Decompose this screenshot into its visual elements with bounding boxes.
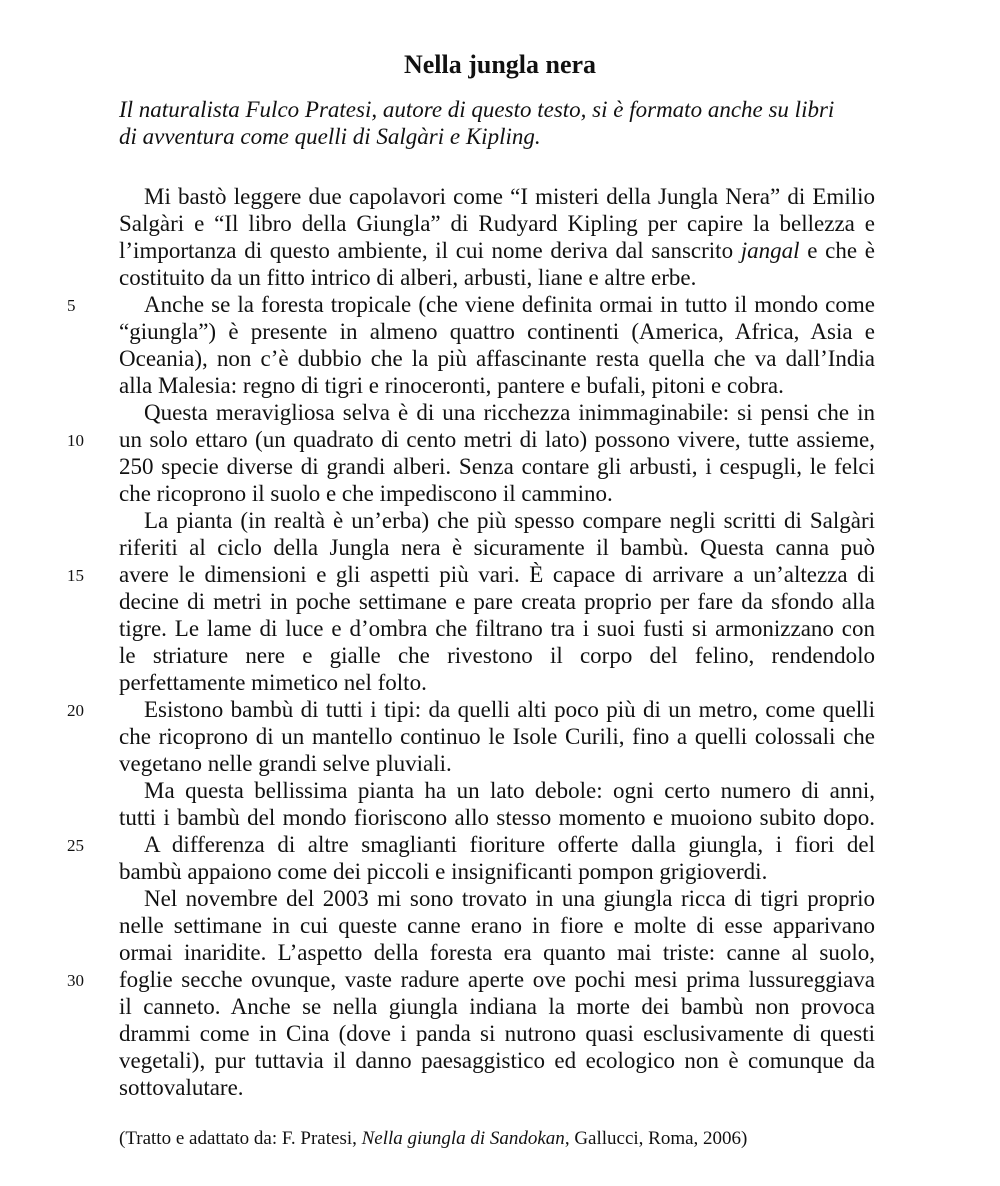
line-text: tigre. Le lame di luce e d’ombra che filtrano tra i suoi fusti si armonizzano con <box>119 616 875 641</box>
text-line <box>0 1047 1000 1074</box>
text-line <box>0 777 1000 804</box>
text-line <box>0 831 1000 858</box>
line-text: La pianta (in realtà è un’erba) che più spesso compare negli scritti di Salgàri <box>144 508 875 533</box>
line-text: nelle settimane in cui queste canne erano in fiore e molte di esse apparivano <box>119 913 875 938</box>
text-line <box>0 804 1000 831</box>
text-line <box>0 615 1000 642</box>
line-text: le striature nere e gialle che rivestono il corpo del felino, rendendolo <box>119 643 875 668</box>
text-line <box>0 264 1000 291</box>
text-line <box>0 723 1000 750</box>
text-line <box>0 372 1000 399</box>
line-text: Salgàri e “Il libro della Giungla” di Rudyard Kipling per capire la bellezza e <box>119 211 875 236</box>
intro-line: di avventura come quelli di Salgàri e Kipling. <box>119 124 541 149</box>
line-text: riferiti al ciclo della Jungla nera è sicuramente il bambù. Questa canna può <box>119 535 875 560</box>
line-text: un solo ettaro (un quadrato di cento metri di lato) possono vivere, tutte assieme, <box>119 427 875 452</box>
text-line <box>0 1074 1000 1101</box>
line-text: Mi bastò leggere due capolavori come “I misteri della Jungla Nera” di Emilio <box>144 184 875 209</box>
line-text: che ricoprono di un mantello continuo le Isole Curili, fino a quelli colossali che <box>119 724 875 749</box>
line-text: sottovalutare. <box>119 1075 244 1100</box>
text-line <box>0 318 1000 345</box>
text-line <box>0 993 1000 1020</box>
text-line <box>0 1020 1000 1047</box>
text-line <box>0 750 1000 777</box>
line-text: Nel novembre del 2003 mi sono trovato in una giungla ricca di tigri proprio <box>144 886 875 911</box>
line-text: che ricoprono il suolo e che impediscono il cammino. <box>119 481 613 506</box>
line-number: 10 <box>67 431 84 450</box>
text-line <box>0 534 1000 561</box>
line-number: 30 <box>67 971 84 990</box>
line-number: 25 <box>67 836 84 855</box>
line-text: decine di metri in poche settimane e pare creata proprio per fare da sfondo alla <box>119 589 875 614</box>
line-text: alla Malesia: regno di tigri e rinoceronti, pantere e bufali, pitoni e cobra. <box>119 373 784 398</box>
document-title: Nella jungla nera <box>403 50 597 79</box>
text-line <box>0 939 1000 966</box>
line-text: drammi come in Cina (dove i panda si nutrono quasi esclusivamente di questi <box>119 1021 875 1046</box>
intro-line: Il naturalista Fulco Pratesi, autore di questo testo, si è formato anche su libri <box>119 97 835 122</box>
text-line <box>0 291 1000 318</box>
source-prefix: (Tratto e adattato da: F. Pratesi, <box>119 1128 362 1149</box>
text-line <box>0 480 1000 507</box>
text-line <box>0 183 1000 210</box>
source-book-title: Nella giungla di Sandokan <box>361 1128 565 1149</box>
text-line <box>0 885 1000 912</box>
source-citation <box>119 1127 747 1151</box>
text-line <box>0 669 1000 696</box>
line-text: bambù appaiono come dei piccoli e insignificanti pompon grigioverdi. <box>119 859 768 884</box>
line-text: avere le dimensioni e gli aspetti più vari. È capace di arrivare a un’altezza di <box>119 562 875 587</box>
intro-paragraph <box>119 96 879 150</box>
text-line <box>0 399 1000 426</box>
line-text: Oceania), non c’è dubbio che la più affascinante resta quella che va dall’India <box>119 346 875 371</box>
line-text: foglie secche ovunque, vaste radure aperte ove pochi mesi prima lussureggiava <box>119 967 875 992</box>
line-text: l’importanza di questo ambiente, il cui nome deriva dal sanscrito jangal e che è <box>119 238 875 263</box>
line-text: costituito da un fitto intrico di alberi, arbusti, liane e altre erbe. <box>119 265 697 290</box>
line-text: Anche se la foresta tropicale (che viene definita ormai in tutto il mondo come <box>144 292 875 317</box>
text-line <box>0 453 1000 480</box>
text-line <box>0 210 1000 237</box>
line-text: vegetali), pur tuttavia il danno paesaggistico ed ecologico non è comunque da <box>119 1048 875 1073</box>
text-line <box>0 237 1000 264</box>
text-line <box>0 966 1000 993</box>
line-number: 15 <box>67 566 84 585</box>
text-line <box>0 588 1000 615</box>
body-text <box>0 183 1000 1101</box>
line-text: vegetano nelle grandi selve pluviali. <box>119 751 452 776</box>
text-line <box>0 858 1000 885</box>
line-text: Esistono bambù di tutti i tipi: da quelli alti poco più di un metro, come quelli <box>144 697 875 722</box>
line-text: 250 specie diverse di grandi alberi. Senza contare gli arbusti, i cespugli, le felci <box>119 454 875 479</box>
text-line <box>0 507 1000 534</box>
line-number: 5 <box>67 296 76 315</box>
text-line <box>0 345 1000 372</box>
text-line <box>0 642 1000 669</box>
line-text: A differenza di altre smaglianti fioriture offerte dalla giungla, i fiori del <box>144 832 875 857</box>
text-line <box>0 696 1000 723</box>
text-line <box>0 912 1000 939</box>
line-text: ormai inaridite. L’aspetto della foresta era quanto mai triste: canne al suolo, <box>119 940 875 965</box>
line-text: tutti i bambù del mondo fioriscono allo stesso momento e muoiono subito dopo. <box>119 805 875 830</box>
line-text: “giungla”) è presente in almeno quattro continenti (America, Africa, Asia e <box>119 319 875 344</box>
line-text: Questa meravigliosa selva è di una ricchezza inimmaginabile: si pensi che in <box>144 400 875 425</box>
line-number: 20 <box>67 701 84 720</box>
text-line <box>0 426 1000 453</box>
text-line <box>0 561 1000 588</box>
source-suffix: , Gallucci, Roma, 2006) <box>564 1128 748 1149</box>
line-text: Ma questa bellissima pianta ha un lato debole: ogni certo numero di anni, <box>144 778 875 803</box>
line-text: il canneto. Anche se nella giungla indiana la morte dei bambù non provoca <box>119 994 875 1019</box>
line-text: perfettamente mimetico nel folto. <box>119 670 427 695</box>
